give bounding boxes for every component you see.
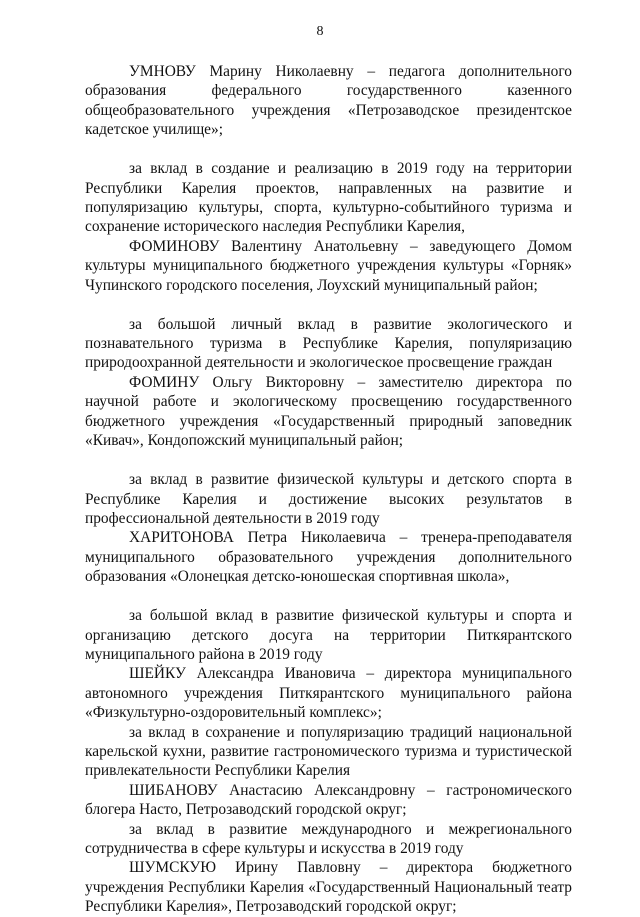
award-reason-paragraph: за вклад в развитие международного и межрегионального сотрудничества в сфере культуры и искусства в 2019 году (85, 820, 572, 857)
page-number: 8 (316, 24, 324, 39)
award-reason-paragraph: за вклад в создание и реализацию в 2019 году на территории Республики Карелия проектов, направленных на развитие и популяризацию культуры, спорта, культурно-событийного туризма и сохранение исторического наследия Республики Карелия, (85, 160, 572, 236)
award-reason-paragraph: за большой личный вклад в развитие экологического и познавательного туризма в Республике Карелия, популяризацию природоохранной деятельности и экологическое просвещение граждан (85, 315, 572, 372)
paragraph-spacer (85, 140, 572, 160)
award-reason-paragraph: за большой вклад в развитие физической культуры и спорта и организацию детского досуга на территории Питкярантского муниципального района в 2019 году (85, 607, 572, 663)
award-paragraph: ФОМИНУ Ольгу Викторовну – заместителю директора по научной работе и экологическому просвещению государственного бюджетного учреждения «Государственный природный заповедник «Кивач», Кондопожский муниципальный район; (85, 373, 572, 450)
paragraph-spacer (85, 587, 572, 607)
award-paragraph: ШЕЙКУ Александра Ивановича – директора муниципального автономного учреждения Питкярантского муниципального района «Физкультурно-оздоровительный комплекс»; (85, 665, 572, 722)
paragraph-spacer (85, 451, 572, 471)
document-body (85, 62, 572, 917)
award-paragraph: ШИБАНОВУ Анастасию Александровну – гастрономического блогера Насто, Петрозаводский городской округ; (85, 781, 572, 819)
award-reason-paragraph: за вклад в сохранение и популяризацию традиций национальной карельской кухни, развитие гастрономического туризма и туристической привлекательности Республики Карелия (85, 723, 572, 780)
award-paragraph: ШУМСКУЮ Ирину Павловну – директора бюджетного учреждения Республики Карелия «Государственный Национальный театр Республики Карелия», Петрозаводский городской округ; (85, 859, 572, 916)
award-paragraph: ФОМИНОВУ Валентину Анатольевну – заведующего Домом культуры муниципального бюджетного учреждения культуры «Горняк» Чупинского городского поселения, Лоухский муниципальный район; (85, 237, 572, 294)
award-paragraph: УМНОВУ Марину Николаевну – педагога дополнительного образования федерального государственного казенного общеобразовательного учреждения «Петрозаводское президентское кадетское училище»; (85, 63, 572, 139)
award-paragraph: ХАРИТОНОВА Петра Николаевича – тренера-преподавателя муниципального образовательного учреждения дополнительного образования «Олонецкая детско-юношеская спортивная школа», (85, 529, 572, 586)
paragraph-spacer (85, 295, 572, 315)
award-reason-paragraph: за вклад в развитие физической культуры и детского спорта в Республике Карелия и достижение высоких результатов в профессиональной деятельности в 2019 году (85, 471, 572, 527)
